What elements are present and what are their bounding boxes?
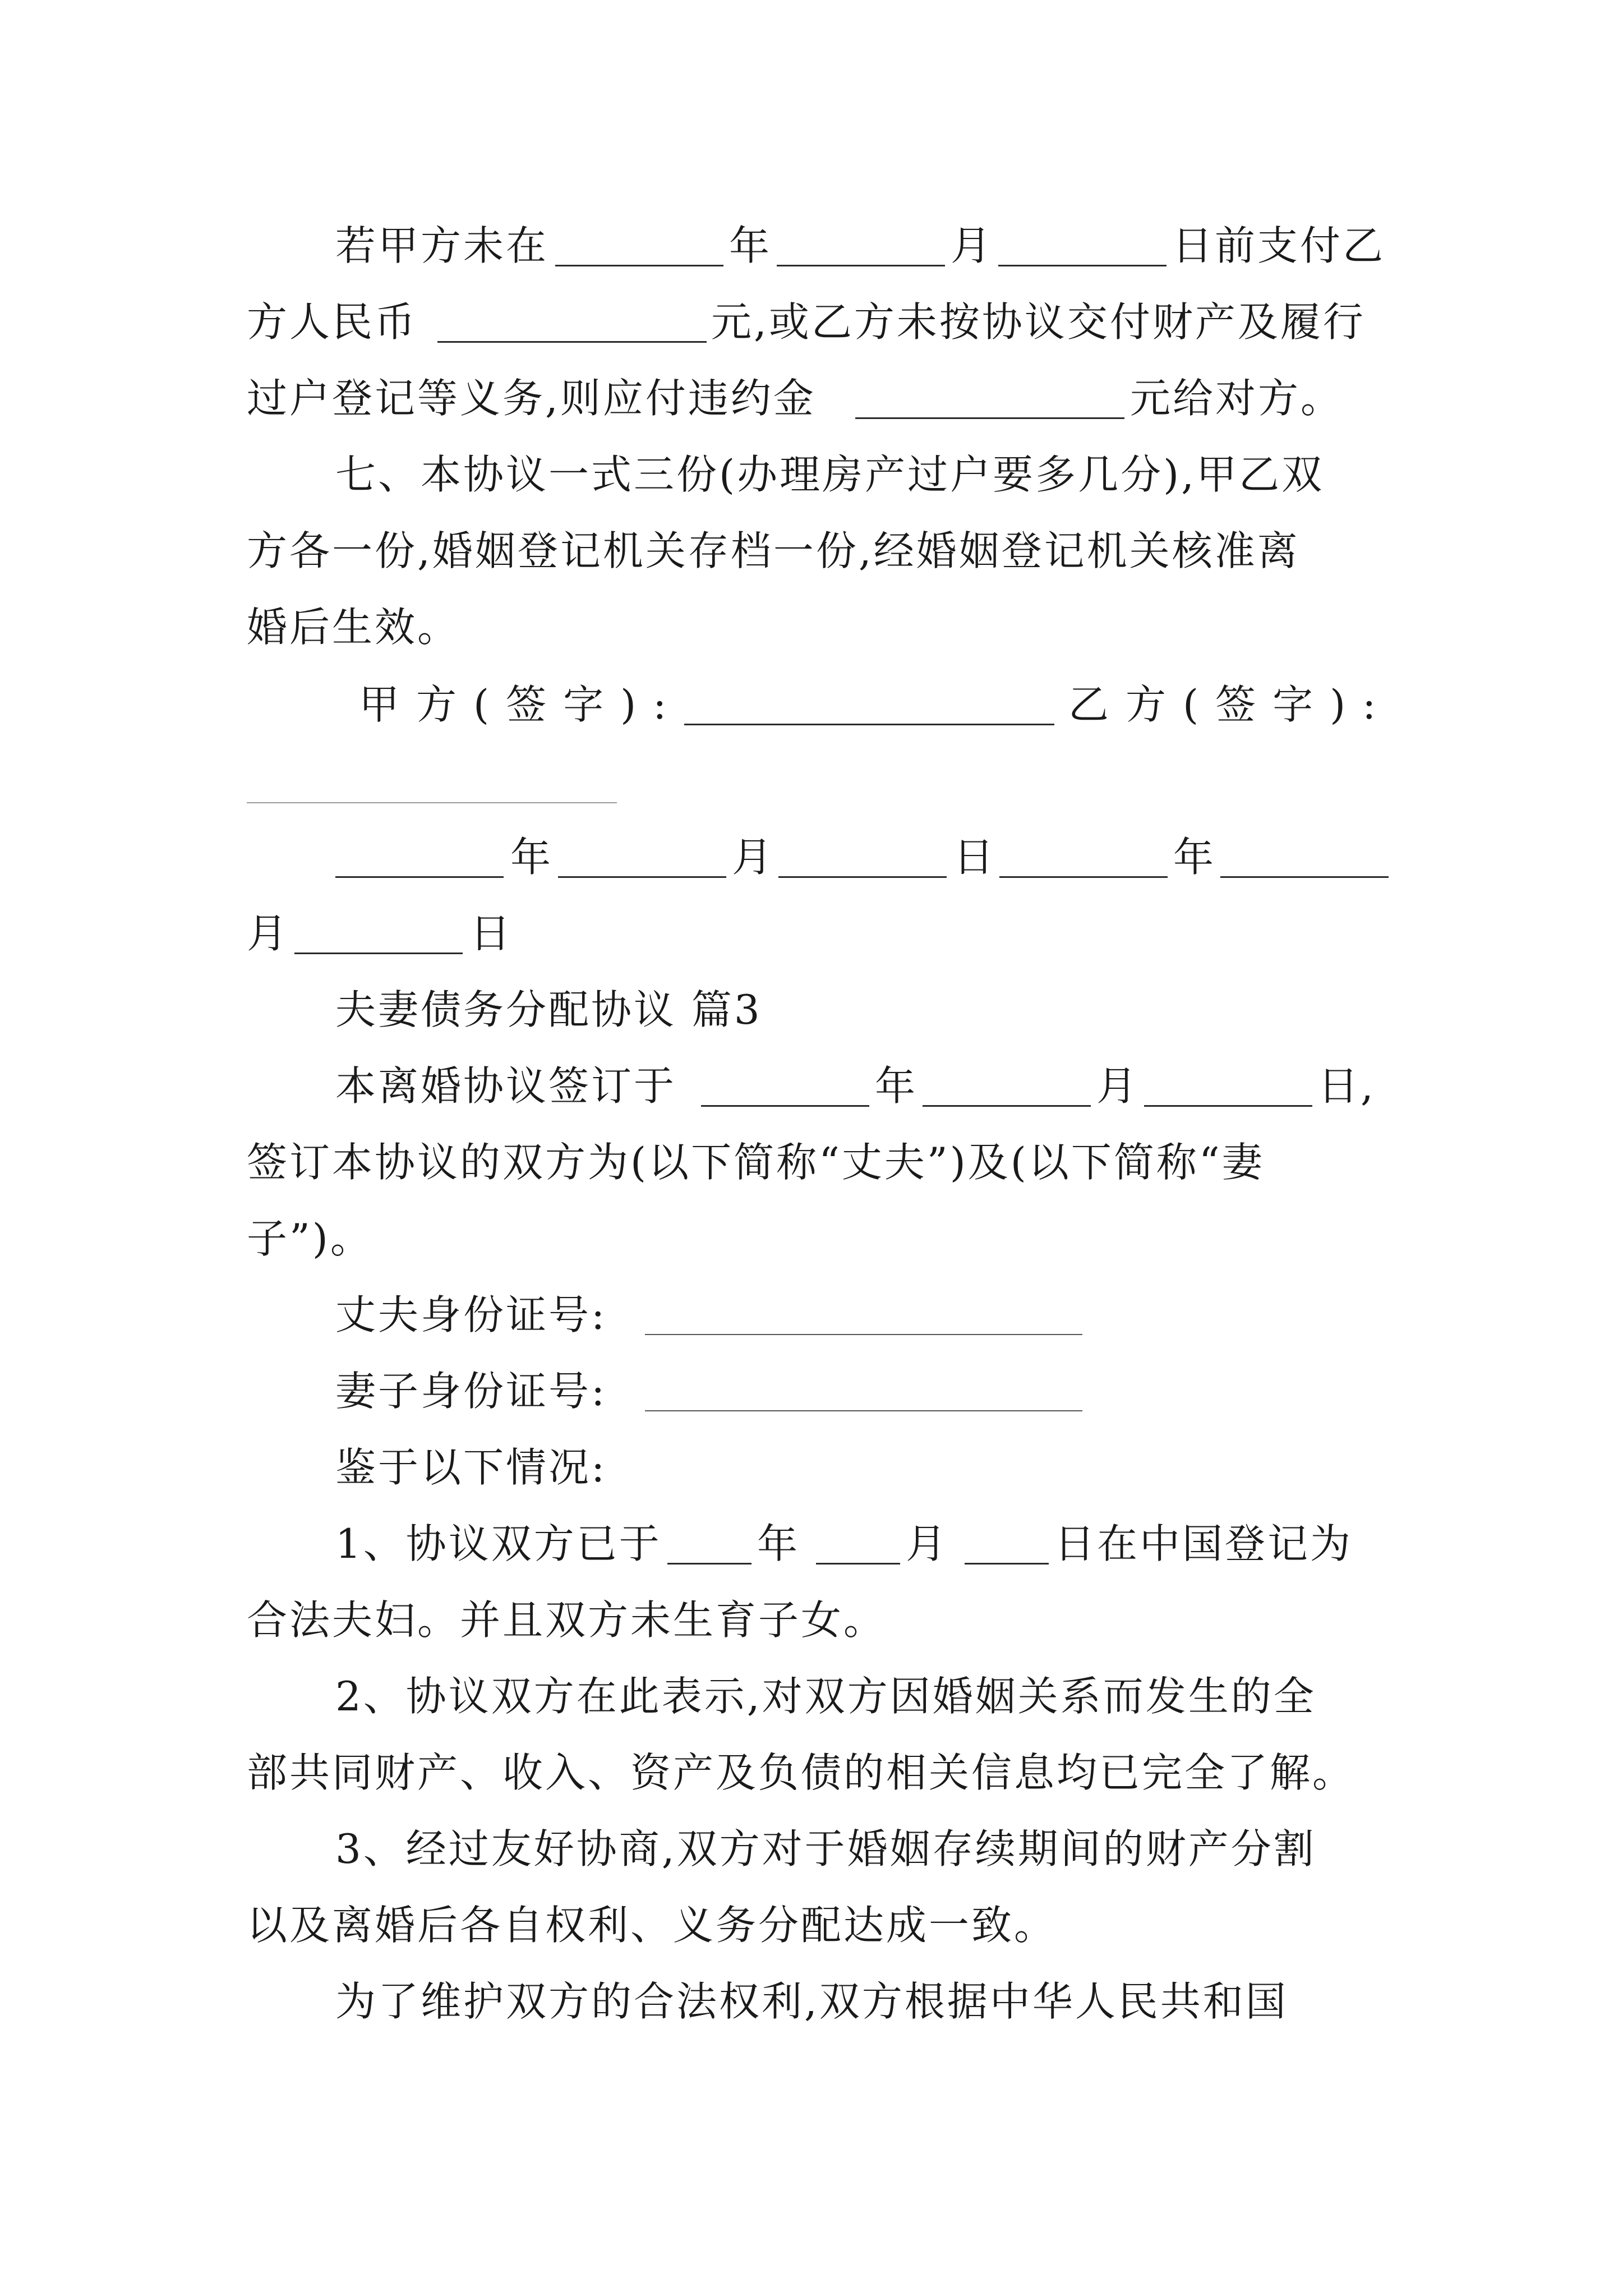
month-blank[interactable] bbox=[923, 1105, 1091, 1107]
copies-line-1 bbox=[0, 447, 1623, 503]
section-title-line bbox=[0, 982, 1623, 1038]
closing-line bbox=[0, 1973, 1623, 2030]
text: 本离婚协议签订于 bbox=[335, 1062, 677, 1110]
party-b-signature-blank[interactable] bbox=[247, 802, 617, 803]
date-line-2 bbox=[0, 905, 1623, 961]
year-blank[interactable] bbox=[667, 1563, 751, 1565]
text: 日 bbox=[470, 910, 513, 957]
text: 1、协议双方已于 bbox=[335, 1520, 662, 1567]
year-blank[interactable] bbox=[701, 1105, 869, 1107]
text: 方人民币 bbox=[247, 298, 418, 346]
month-blank[interactable] bbox=[1220, 876, 1389, 878]
text: 子”)。 bbox=[247, 1215, 373, 1262]
text: 月 bbox=[906, 1520, 949, 1567]
item2-line-1 bbox=[0, 1668, 1623, 1724]
husband-id-label: 丈夫身份证号: bbox=[335, 1291, 607, 1338]
date-line-1 bbox=[0, 829, 1623, 885]
year-blank[interactable] bbox=[999, 876, 1168, 878]
text: 婚后生效。 bbox=[247, 604, 460, 651]
text: 方各一份,婚姻登记机关存档一份,经婚姻登记机关核准离 bbox=[247, 527, 1300, 574]
blank-field[interactable] bbox=[777, 265, 945, 266]
text: 部共同财产、收入、资产及负债的相关信息均已完全了解。 bbox=[247, 1749, 1355, 1796]
text: 3、经过友好协商,双方对于婚姻存续期间的财产分割 bbox=[335, 1825, 1316, 1872]
wife-id-line bbox=[0, 1363, 1623, 1419]
copies-line-3 bbox=[0, 599, 1623, 655]
text: 以及离婚后各自权利、义务分配达成一致。 bbox=[247, 1902, 1057, 1949]
blank-field[interactable] bbox=[437, 341, 707, 343]
text: 日, bbox=[1318, 1062, 1376, 1110]
text: 合法夫妇。并且双方未生育子女。 bbox=[247, 1596, 887, 1644]
signature-overflow-line bbox=[0, 753, 1623, 809]
item1-line-1 bbox=[0, 1516, 1623, 1572]
intro-line-3 bbox=[0, 1211, 1623, 1267]
wife-id-label: 妻子身份证号: bbox=[335, 1368, 607, 1415]
section-title: 夫妻债务分配协议 篇3 bbox=[335, 986, 762, 1033]
text: 七、本协议一式三份(办理房产过户要多几分),甲乙双 bbox=[335, 451, 1325, 498]
text: 日在中国登记为 bbox=[1054, 1520, 1353, 1567]
text: 若甲方未在 bbox=[335, 222, 549, 269]
husband-id-line bbox=[0, 1287, 1623, 1343]
text: 年 bbox=[757, 1520, 800, 1567]
day-blank[interactable] bbox=[965, 1563, 1049, 1565]
text: 月 bbox=[951, 222, 994, 269]
text: 月 bbox=[247, 910, 290, 957]
day-blank[interactable] bbox=[778, 876, 947, 878]
penalty-line-2 bbox=[0, 294, 1623, 350]
signature-line bbox=[0, 677, 1623, 733]
text: 月 bbox=[732, 834, 775, 881]
text: 为了维护双方的合法权利,双方根据中华人民共和国 bbox=[335, 1978, 1288, 2025]
husband-id-field[interactable] bbox=[645, 1334, 1082, 1335]
month-blank[interactable] bbox=[816, 1563, 900, 1565]
wife-id-field[interactable] bbox=[645, 1410, 1082, 1411]
text: 年 bbox=[1173, 834, 1216, 881]
intro-line-2 bbox=[0, 1134, 1623, 1190]
text: 2、协议双方在此表示,对双方因婚姻关系而发生的全 bbox=[335, 1673, 1316, 1720]
blank-field[interactable] bbox=[555, 265, 723, 266]
text: 日前支付乙 bbox=[1172, 222, 1386, 269]
text: 年 bbox=[875, 1062, 918, 1110]
text: 过户登记等义务,则应付违约金 bbox=[247, 375, 816, 422]
party-a-signature-blank[interactable] bbox=[684, 724, 1054, 725]
text: 年 bbox=[510, 834, 554, 881]
intro-line-1 bbox=[0, 1058, 1623, 1114]
whereas-heading: 鉴于以下情况: bbox=[335, 1444, 607, 1491]
item3-line-1 bbox=[0, 1821, 1623, 1877]
party-b-signature-label: 乙方(签字): bbox=[1068, 681, 1393, 728]
penalty-line-3 bbox=[0, 370, 1623, 426]
text: 元给对方。 bbox=[1130, 375, 1344, 422]
text: 签订本协议的双方为(以下简称“丈夫”)及(以下简称“妻 bbox=[247, 1139, 1265, 1186]
text: 年 bbox=[729, 222, 772, 269]
copies-line-2 bbox=[0, 523, 1623, 579]
text: 月 bbox=[1096, 1062, 1140, 1110]
text: 日 bbox=[953, 834, 997, 881]
year-blank[interactable] bbox=[335, 876, 504, 878]
month-blank[interactable] bbox=[558, 876, 726, 878]
penalty-line-1 bbox=[0, 218, 1623, 274]
item3-line-2 bbox=[0, 1897, 1623, 1953]
day-blank[interactable] bbox=[1144, 1105, 1312, 1107]
blank-field[interactable] bbox=[998, 265, 1166, 266]
item1-line-2 bbox=[0, 1592, 1623, 1648]
blank-field[interactable] bbox=[855, 417, 1124, 419]
text: 元,或乙方未按协议交付财产及履行 bbox=[711, 298, 1366, 346]
whereas-line bbox=[0, 1439, 1623, 1496]
item2-line-2 bbox=[0, 1745, 1623, 1801]
party-a-signature-label: 甲方(签字): bbox=[359, 681, 684, 728]
day-blank[interactable] bbox=[294, 953, 463, 954]
